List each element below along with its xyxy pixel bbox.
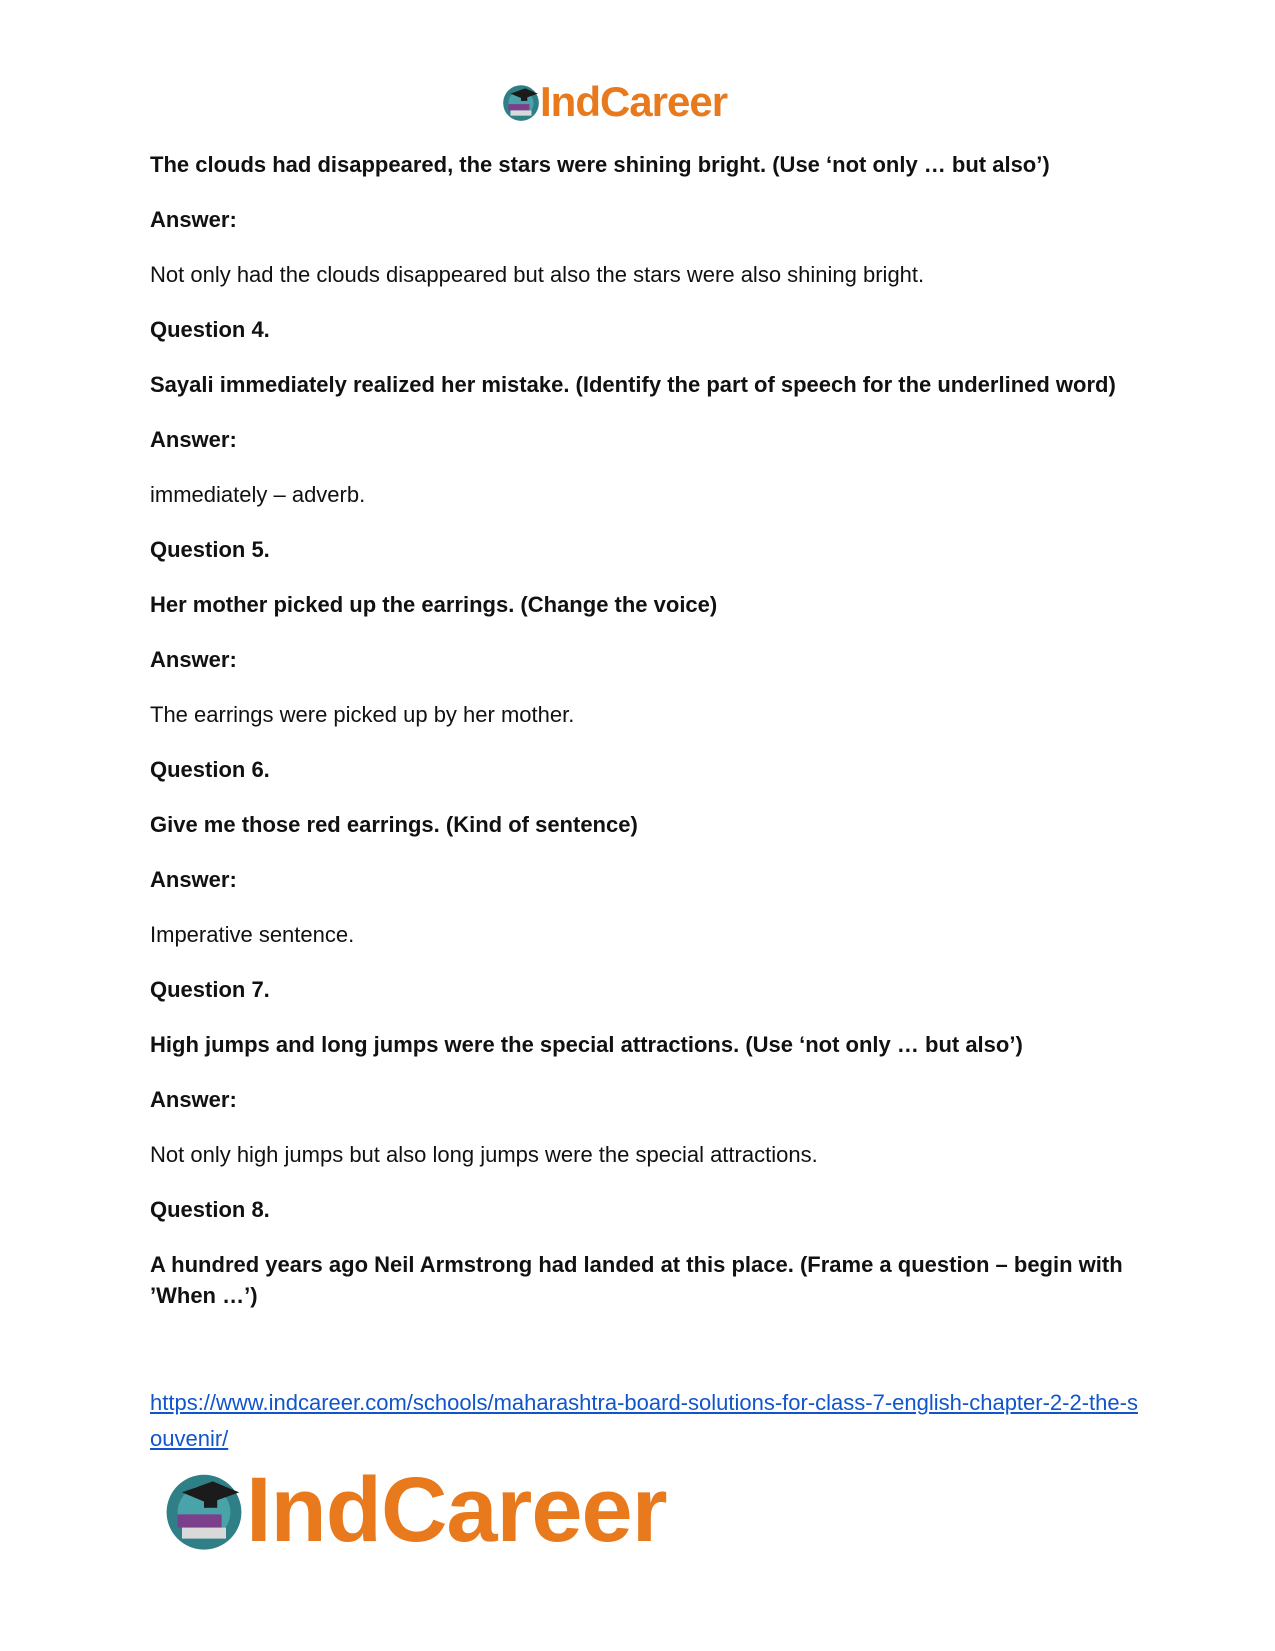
question-line: Question 6. [150,757,270,782]
question-line: Question 4. [150,317,270,342]
question-line: Her mother picked up the earrings. (Change the voice) [150,592,718,617]
question-line: Answer: [150,1087,237,1112]
answer-text: Not only high jumps but also long jumps were the special attractions. [150,1142,818,1167]
question-line: Answer: [150,427,237,452]
question-line: A hundred years ago Neil Armstrong had landed at this place. (Frame a question – begin with ’When …’) [150,1252,1123,1308]
graduation-book-globe-icon [500,81,542,123]
question-line: Answer: [150,647,237,672]
question-line: High jumps and long jumps were the special attractions. (Use ‘not only … but also’) [150,1032,1023,1057]
answer-text: immediately – adverb. [150,482,366,507]
graduation-book-globe-icon [160,1466,248,1554]
document-body [150,149,1140,1335]
footer-logo [160,1459,667,1561]
question-line: Answer: [150,207,237,232]
source-link[interactable]: https://www.indcareer.com/schools/maharashtra-board-solutions-for-class-7-english-chapter-2-2-the-souvenir/ [150,1390,1138,1451]
answer-text: The earrings were picked up by her mother. [150,702,575,727]
answer-text: Not only had the clouds disappeared but also the stars were also shining bright. [150,262,925,287]
header-logo [500,80,727,124]
answer-text: Imperative sentence. [150,922,355,947]
brand-name: IndCareer [246,1459,667,1561]
question-line: Answer: [150,867,237,892]
question-line: Question 8. [150,1197,270,1222]
question-line: The clouds had disappeared, the stars were shining bright. (Use ‘not only … but also’) [150,152,1050,177]
question-line: Question 7. [150,977,270,1002]
question-line: Sayali immediately realized her mistake. (Identify the part of speech for the underlined word) [150,372,1116,397]
question-line: Give me those red earrings. (Kind of sentence) [150,812,638,837]
question-line: Question 5. [150,537,270,562]
brand-name: IndCareer [540,78,728,125]
